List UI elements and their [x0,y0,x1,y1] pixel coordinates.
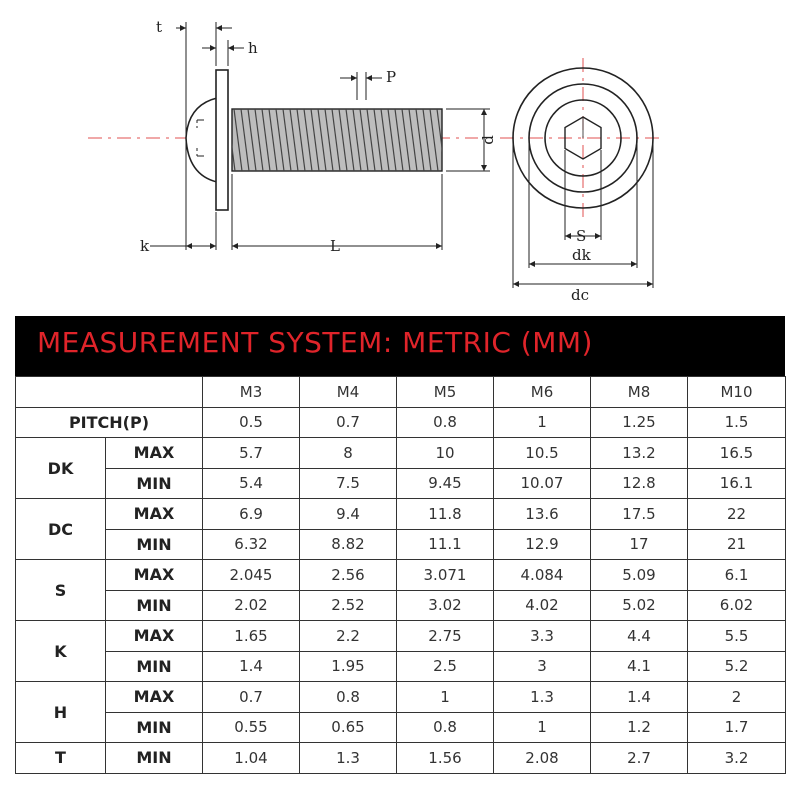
value-cell: 1.5 [688,407,786,438]
value-cell: 2.5 [397,651,494,682]
value-cell: 1.4 [591,682,688,713]
dim-label-l: L [330,237,340,255]
sub-label: MIN [106,529,203,560]
value-cell: 6.32 [203,529,300,560]
thread-line [444,109,452,171]
value-cell: 0.7 [300,407,397,438]
value-cell: 3 [494,651,591,682]
value-cell: 17.5 [591,499,688,530]
screw-shank-side [220,109,452,171]
sub-label: MAX [106,499,203,530]
dim-label-h: h [248,39,258,57]
table-row [16,682,786,713]
value-cell: 6.02 [688,590,786,621]
size-header: M3 [203,377,300,408]
group-label: K [16,621,106,682]
value-cell: 3.02 [397,590,494,621]
value-cell: 5.09 [591,560,688,591]
value-cell: 12.8 [591,468,688,499]
sub-label: MIN [106,468,203,499]
sub-label: MAX [106,438,203,469]
value-cell: 5.7 [203,438,300,469]
pitch-label: PITCH(P) [16,407,203,438]
dim-label-dk: dk [572,246,591,264]
size-header: M5 [397,377,494,408]
group-label: T [16,743,106,774]
table-row [16,468,786,499]
value-cell: 9.45 [397,468,494,499]
value-cell: 21 [688,529,786,560]
value-cell: 0.8 [397,407,494,438]
spec-table-body [16,377,786,774]
group-label: DK [16,438,106,499]
dim-label-s: S [576,227,587,245]
value-cell: 5.5 [688,621,786,652]
value-cell: 0.55 [203,712,300,743]
screw-technical-drawing [0,0,800,310]
value-cell: 9.4 [300,499,397,530]
centerline-end [500,58,665,220]
value-cell: 16.5 [688,438,786,469]
group-label: DC [16,499,106,560]
value-cell: 1.95 [300,651,397,682]
value-cell: 2.75 [397,621,494,652]
sub-label: MIN [106,590,203,621]
value-cell: 0.5 [203,407,300,438]
value-cell: 2 [688,682,786,713]
table-row [16,621,786,652]
value-cell: 10 [397,438,494,469]
value-cell: 2.02 [203,590,300,621]
table-row [16,712,786,743]
size-header: M4 [300,377,397,408]
screw-head-side [186,98,217,182]
value-cell: 1.56 [397,743,494,774]
sub-label: MIN [106,743,203,774]
table-row [16,560,786,591]
value-cell: 4.4 [591,621,688,652]
size-header: M10 [688,377,786,408]
group-label: S [16,560,106,621]
value-cell: 2.08 [494,743,591,774]
table-row [16,407,786,438]
value-cell: 1 [397,682,494,713]
table-header-row [16,377,786,408]
value-cell: 6.1 [688,560,786,591]
sub-label: MAX [106,560,203,591]
value-cell: 5.02 [591,590,688,621]
sub-label: MIN [106,651,203,682]
value-cell: 8 [300,438,397,469]
size-header: M8 [591,377,688,408]
dim-label-d: d [479,135,497,145]
value-cell: 13.2 [591,438,688,469]
value-cell: 22 [688,499,786,530]
value-cell: 1.4 [203,651,300,682]
value-cell: 1.65 [203,621,300,652]
value-cell: 2.045 [203,560,300,591]
spec-table [15,376,786,774]
table-row [16,499,786,530]
value-cell: 4.1 [591,651,688,682]
value-cell: 3.071 [397,560,494,591]
dim-label-k: k [140,237,150,255]
value-cell: 11.1 [397,529,494,560]
value-cell: 1.25 [591,407,688,438]
value-cell: 8.82 [300,529,397,560]
value-cell: 2.52 [300,590,397,621]
header-blank-cell [16,377,203,408]
size-header: M6 [494,377,591,408]
value-cell: 0.7 [203,682,300,713]
title-banner [15,316,785,376]
value-cell: 1.04 [203,743,300,774]
value-cell: 13.6 [494,499,591,530]
dim-label-dc: dc [571,286,590,304]
dim-label-p: P [386,68,397,86]
value-cell: 2.56 [300,560,397,591]
value-cell: 4.02 [494,590,591,621]
value-cell: 16.1 [688,468,786,499]
sub-label: MIN [106,712,203,743]
group-label: H [16,682,106,743]
value-cell: 3.2 [688,743,786,774]
value-cell: 0.8 [300,682,397,713]
value-cell: 2.2 [300,621,397,652]
value-cell: 3.3 [494,621,591,652]
value-cell: 10.07 [494,468,591,499]
value-cell: 1.3 [300,743,397,774]
value-cell: 11.8 [397,499,494,530]
value-cell: 1 [494,712,591,743]
value-cell: 1 [494,407,591,438]
value-cell: 6.9 [203,499,300,530]
value-cell: 1.3 [494,682,591,713]
dim-label-t: t [156,18,163,36]
value-cell: 5.4 [203,468,300,499]
value-cell: 5.2 [688,651,786,682]
sub-label: MAX [106,682,203,713]
table-title: MEASUREMENT SYSTEM: METRIC (MM) [37,326,593,359]
table-row [16,743,786,774]
table-row [16,590,786,621]
value-cell: 1.2 [591,712,688,743]
table-row [16,438,786,469]
table-row [16,529,786,560]
value-cell: 12.9 [494,529,591,560]
table-row [16,651,786,682]
value-cell: 4.084 [494,560,591,591]
screw-flange-side [216,70,228,210]
value-cell: 7.5 [300,468,397,499]
value-cell: 17 [591,529,688,560]
value-cell: 10.5 [494,438,591,469]
sub-label: MAX [106,621,203,652]
value-cell: 0.65 [300,712,397,743]
value-cell: 2.7 [591,743,688,774]
value-cell: 0.8 [397,712,494,743]
value-cell: 1.7 [688,712,786,743]
